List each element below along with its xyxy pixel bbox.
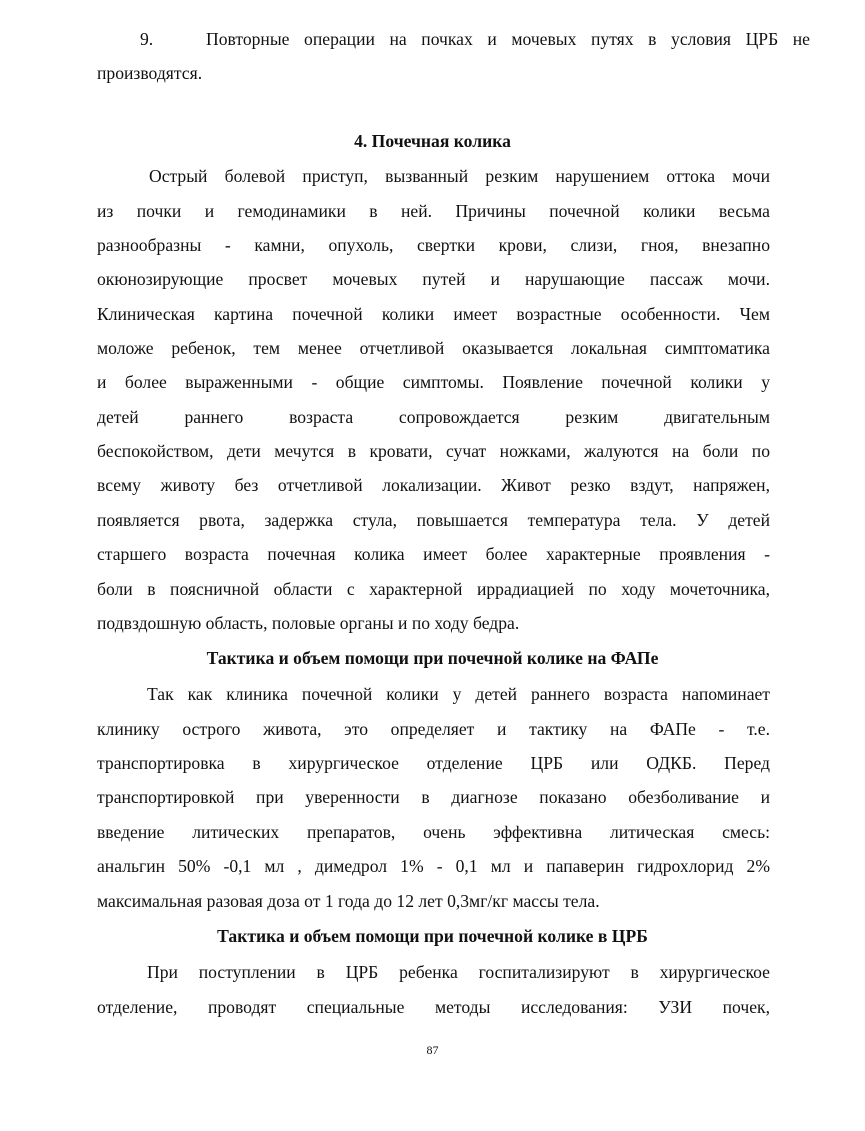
section-4-line-14: подвздошную область, половые органы и по ходу бедра.	[97, 613, 520, 633]
section-4-line-11: появляется рвота, задержка стула, повышается температура тела. У детей	[97, 510, 770, 530]
section-4-line-4: окюнозирующие просвет мочевых путей и нарушающие пассаж мочи.	[97, 269, 770, 289]
section-4-line-12: старшего возраста почечная колика имеет более характерные проявления -	[97, 544, 770, 564]
fap-heading: Тактика и объем помощи при почечной колике на ФАПе	[206, 648, 659, 668]
item-9-line-2: производятся.	[97, 63, 203, 83]
fap-line-7: максимальная разовая доза от 1 года до 12 лет 0,3мг/кг массы тела.	[97, 891, 600, 911]
fap-line-2: клинику острого живота, это определяет и тактику на ФАПе - т.е.	[97, 719, 770, 739]
section-4-line-2: из почки и гемодинамики в ней. Причины почечной колики весьма	[97, 201, 770, 221]
section-4-line-13: боли в поясничной области с характерной иррадиацией по ходу мочеточника,	[97, 579, 770, 599]
section-4-line-9: беспокойством, дети мечутся в кровати, сучат ножками, жалуются на боли по	[97, 441, 770, 461]
fap-line-3: транспортировка в хирургическое отделение ЦРБ или ОДКБ. Перед	[97, 753, 770, 773]
section-4-line-7: и более выраженными - общие симптомы. Появление почечной колики у	[97, 372, 770, 392]
section-4-line-5: Клиническая картина почечной колики имеет возрастные особенности. Чем	[97, 304, 770, 324]
section-4-line-6: моложе ребенок, тем менее отчетливой оказывается локальная симптоматика	[97, 338, 770, 358]
section-4-heading: 4. Почечная колика	[354, 131, 511, 151]
fap-line-5: введение литических препаратов, очень эффективна литическая смесь:	[97, 822, 770, 842]
page-number: 87	[426, 1043, 439, 1057]
item-9-line-1: Повторные операции на почках и мочевых путях в условия ЦРБ не	[206, 29, 810, 49]
item-9-number: 9.	[140, 29, 154, 49]
fap-line-1: Так как клиника почечной колики у детей раннего возраста напоминает	[147, 684, 770, 704]
section-4-line-10: всему животу без отчетливой локализации. Живот резко вздут, напряжен,	[97, 475, 770, 495]
crb-heading: Тактика и объем помощи при почечной колике в ЦРБ	[217, 926, 648, 946]
section-4-line-1: Острый болевой приступ, вызванный резким нарушением оттока мочи	[149, 166, 770, 186]
section-4-line-8: детей раннего возраста сопровождается резким двигательным	[97, 407, 770, 427]
crb-line-2: отделение, проводят специальные методы исследования: УЗИ почек,	[97, 997, 770, 1017]
section-4-line-3: разнообразны - камни, опухоль, свертки крови, слизи, гноя, внезапно	[97, 235, 770, 255]
fap-line-6: анальгин 50% -0,1 мл , димедрол 1% - 0,1 мл и папаверин гидрохлорид 2%	[97, 856, 770, 876]
crb-line-1: При поступлении в ЦРБ ребенка госпитализируют в хирургическое	[147, 962, 770, 982]
fap-line-4: транспортировкой при уверенности в диагнозе показано обезболивание и	[97, 787, 770, 807]
